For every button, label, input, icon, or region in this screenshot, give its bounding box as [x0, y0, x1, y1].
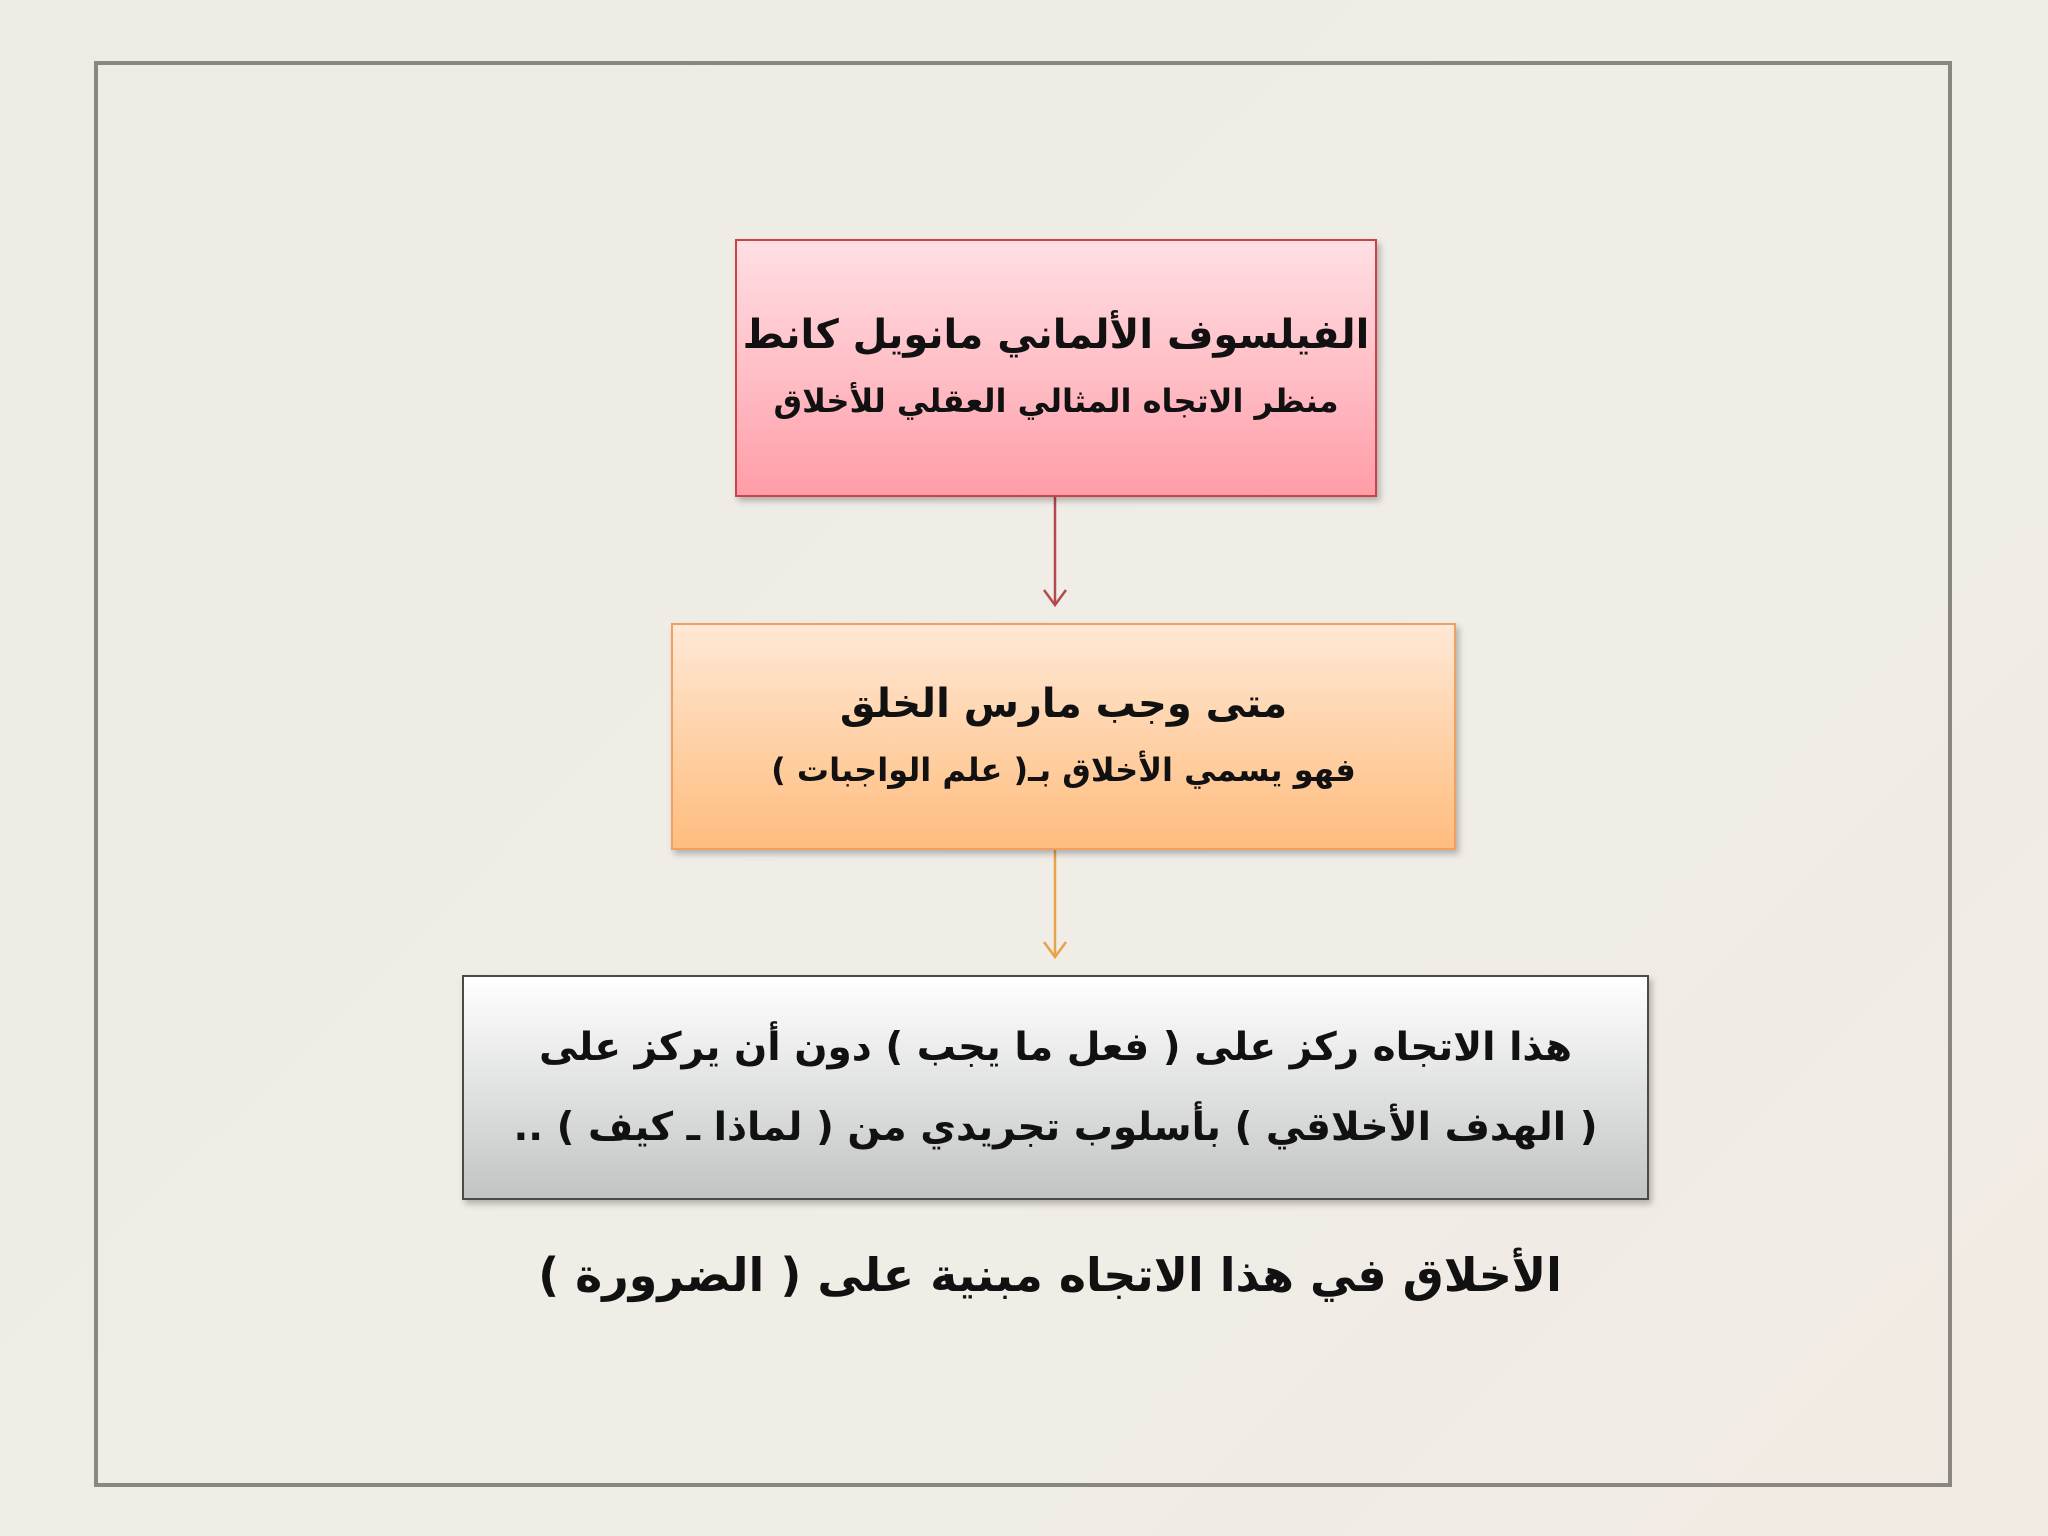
- box-kant-subtitle: منظر الاتجاه المثالي العقلي للأخلاق: [773, 382, 1339, 420]
- box-approach-line-2: ( الهدف الأخلاقي ) بأسلوب تجريدي من ( لماذا ـ كيف ) ..: [513, 1104, 1598, 1150]
- box-kant-title: الفيلسوف الألماني مانويل كانط: [742, 312, 1370, 358]
- box-kant: [735, 239, 1377, 497]
- box-duty-subtitle: فهو يسمي الأخلاق بـ( علم الواجبات ): [771, 750, 1356, 789]
- box-approach: [462, 975, 1649, 1200]
- box-duty-title: متى وجب مارس الخلق: [839, 680, 1288, 727]
- conclusion-text: الأخلاق في هذا الاتجاه مبنية على ( الضرورة ): [538, 1248, 1562, 1302]
- box-duty: [671, 623, 1456, 850]
- box-approach-line-1: هذا الاتجاه ركز على ( فعل ما يجب ) دون أن يركز على: [539, 1024, 1573, 1070]
